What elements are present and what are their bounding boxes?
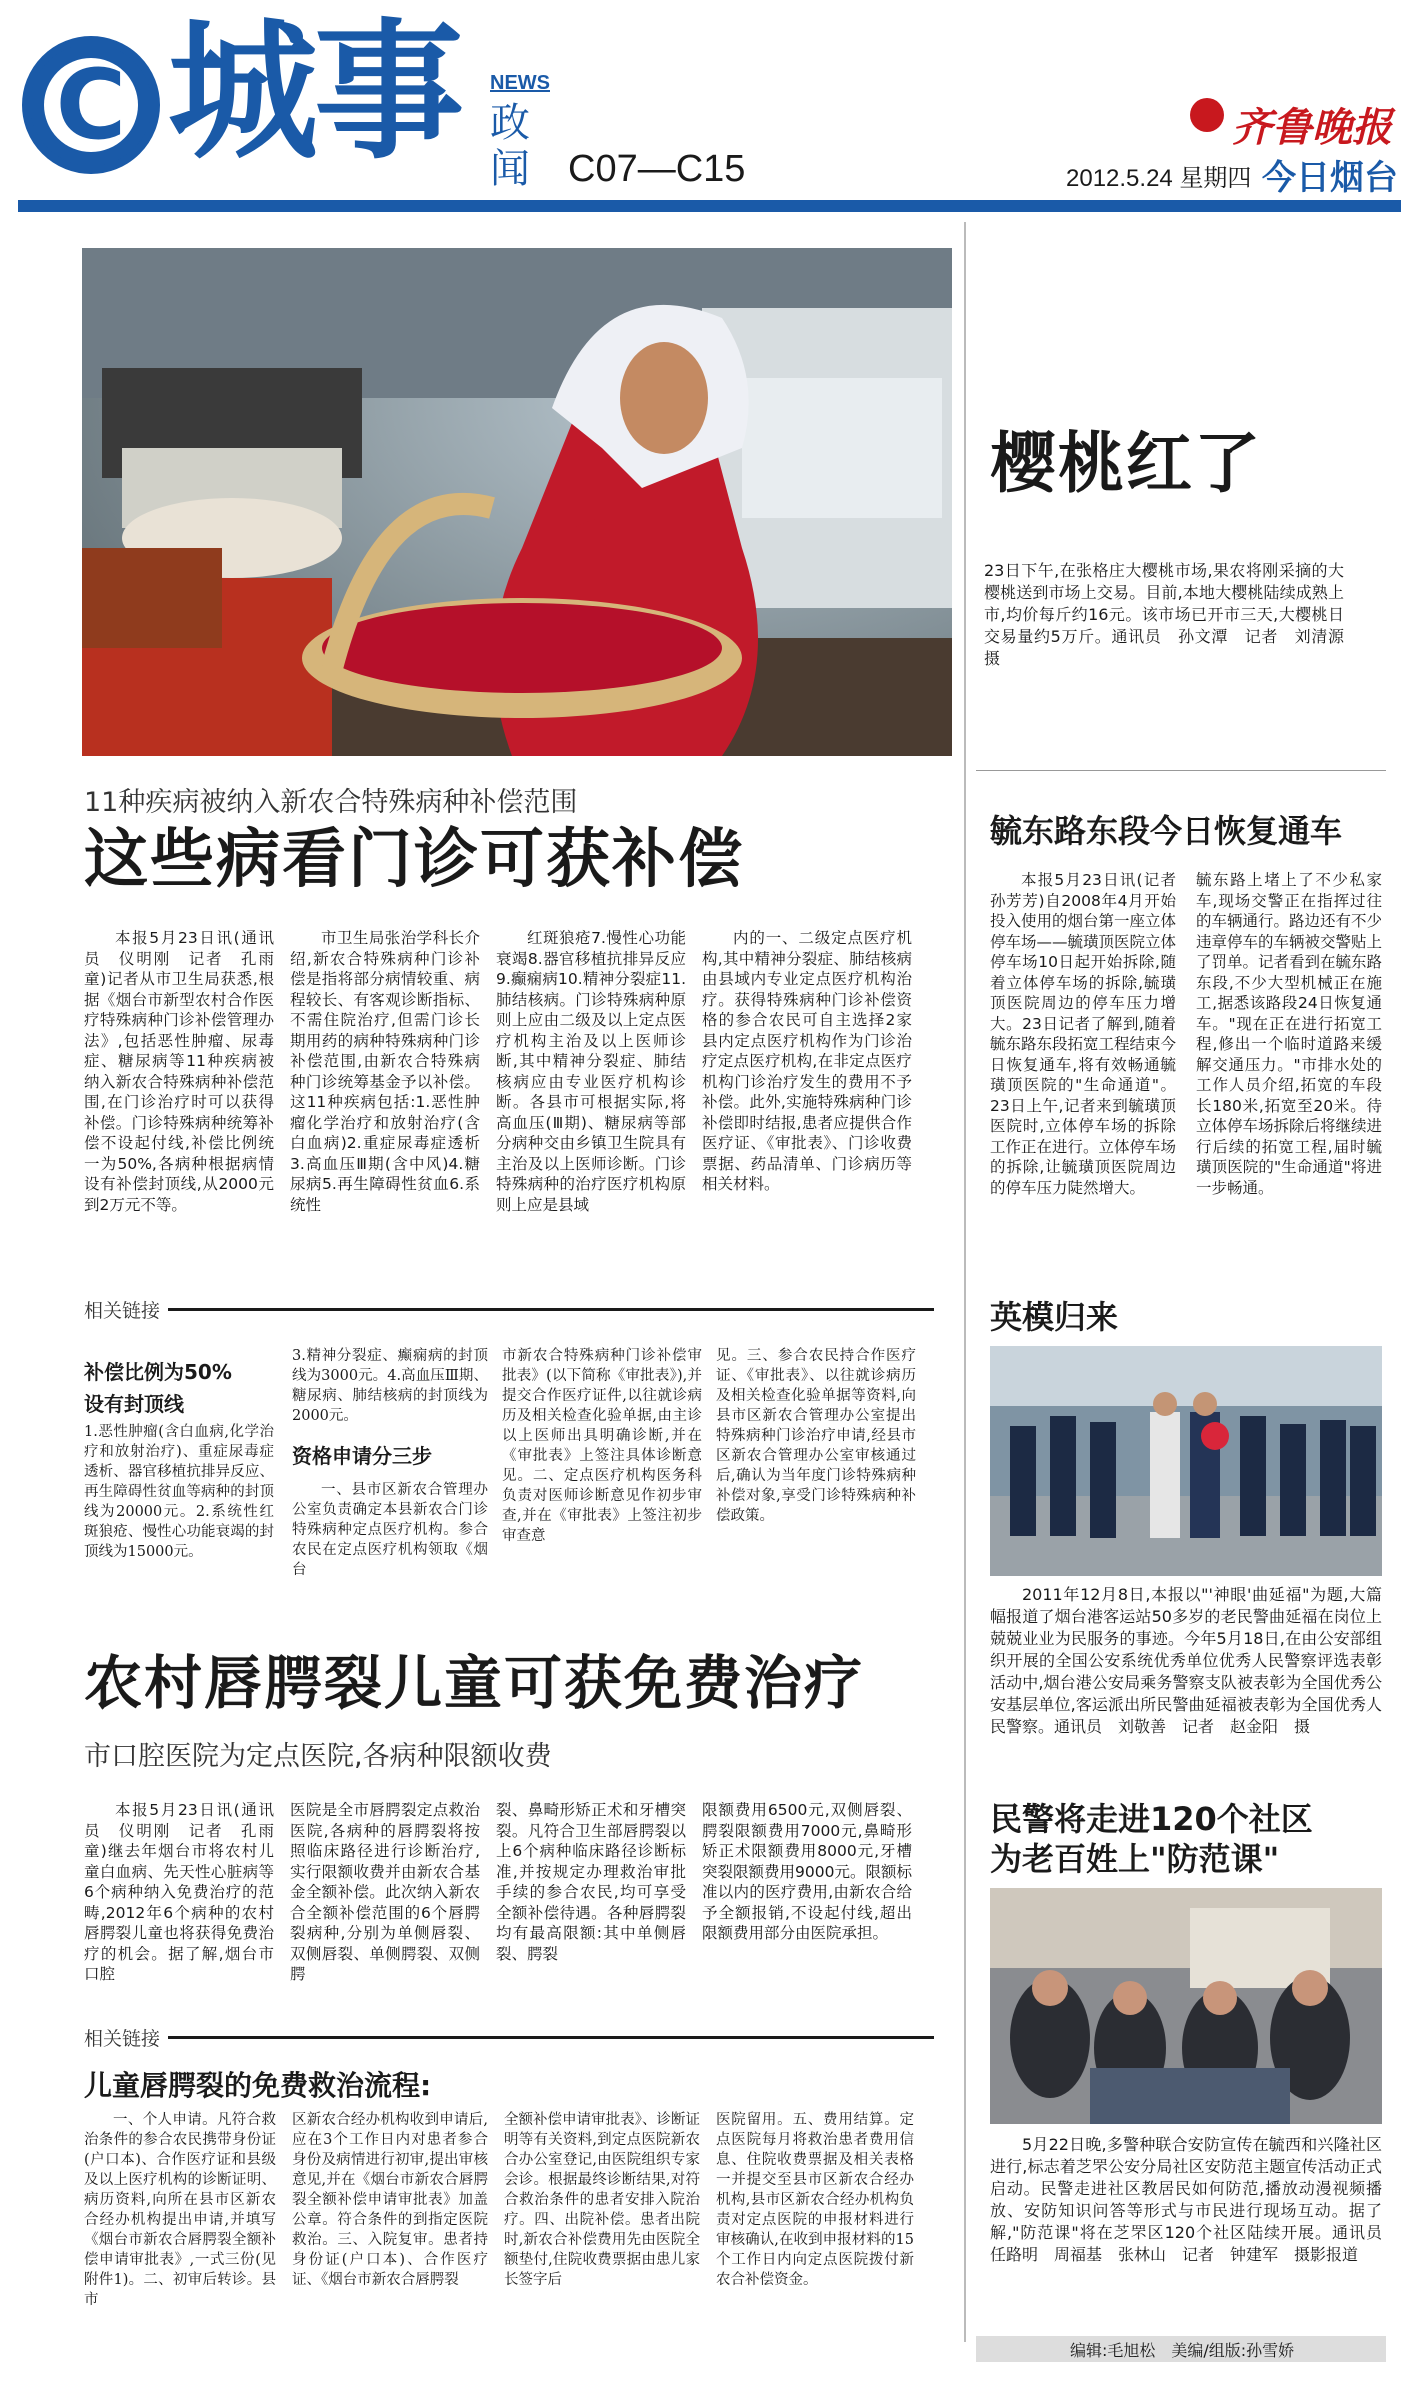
box1-title: 补偿比例为50%	[84, 1360, 232, 1384]
process-title: 儿童唇腭裂的免费救治流程:	[84, 2069, 432, 2102]
box1-subtitle: 设有封顶线	[84, 1392, 184, 1416]
article2-link-header	[84, 2024, 934, 2051]
side3-headline-1: 民警将走进120个社区	[990, 1800, 1313, 1838]
paper-name: 齐鲁晚报	[1232, 105, 1392, 151]
article1-headline: 这些病看门诊可获补偿	[84, 823, 744, 897]
box3-body: 市新农合特殊病种门诊补偿审批表》(以下简称《审批表》),并提交合作医疗证件,以往就诊病历及相关检查化验单据,由主诊以上医师出具明确诊断,并在《审批表》上签注具体诊断意见。二、定点医疗机构医务科负责对医师诊断意见作初步审查,并在《审批表》上签注初步审查意	[502, 1348, 702, 1544]
article2-col-1: 本报5月23日讯(通讯员 仪明刚 记者 孔雨童)继去年烟台市将农村儿童白血病、先天性心脏病等6个病种纳入免费治疗的范畴,2012年6个病种的农村唇腭裂儿童也将获得免费治疗的机会。据了解,烟台市口腔	[84, 1801, 274, 1983]
box2-body: 一、县市区新农合管理办公室负责确定本县新农合门诊特殊病种定点医疗机构。参合农民在定点医疗机构领取《烟台	[292, 1482, 488, 1578]
article1-link-header	[84, 1296, 934, 1323]
paper-logo-icon	[1190, 98, 1224, 132]
article1-col-1: 本报5月23日讯(通讯员 仪明刚 记者 孔雨童)记者从市卫生局获悉,根据《烟台市新型农村合作医疗特殊病种门诊补偿管理办法》,包括恶性肿瘤、尿毒症、糖尿病等11种疾病被纳入新农合特殊病种补偿范围,在门诊治疗时可以获得补偿。门诊特殊病种统筹补偿不设起付线,补偿比例统一为50%,各病种根据病情设有补偿封顶线,从2000元到2万元不等。	[84, 929, 274, 1214]
side3-caption: 5月22日晚,多警种联合安防宣传在毓西和兴隆社区进行,标志着芝罘公安分局社区安防范主题宣传活动正式启动。民警走进社区教居民如何防范,播放动漫视频播放、安防知识问答等形式与市民进行现场互动。据了解,"防范课"将在芝罘区120个社区陆续开展。通讯员 任路明 周福基 张林山 记者 钟建军 摄影报道	[990, 2135, 1399, 2264]
box2-top: 3.精神分裂症、癫痫病的封顶线为3000元。4.高血压Ⅲ期、糖尿病、肺结核病的封顶线为2000元。	[292, 1348, 488, 1424]
column-divider	[964, 222, 966, 2342]
box1-body: 1.恶性肿瘤(含白血病,化学治疗和放射治疗)、重症尿毒症透析、器官移植抗排异反应、再生障碍性贫血等病种的封顶线为20000元。2.系统性红斑狼疮、慢性心功能衰竭的封顶线为15000元。	[84, 1424, 274, 1560]
section-logo-icon	[22, 36, 160, 174]
section-sub: 政闻	[490, 100, 530, 192]
article2-headline: 农村唇腭裂儿童可获免费治疗	[84, 1649, 865, 1717]
article2-col-2: 医院是全市唇腭裂定点救治医院,各病种的唇腭裂将按照临床路径进行诊断治疗,实行限额收费并由新农合基金全额补偿。此次纳入新农合全额补偿范围的6个唇腭裂病种,分别为单侧唇裂、双侧唇裂、单侧腭裂、双侧腭	[290, 1801, 480, 1983]
side1-headline: 毓东路东段今日恢复通车	[990, 812, 1343, 850]
article2-link-label: 相关链接	[84, 2024, 168, 2051]
section-title: 城事	[168, 6, 461, 180]
news-label: NEWS	[490, 72, 550, 94]
article1-col-4: 内的一、二级定点医疗机构,其中精神分裂症、肺结核病由县域内专业定点医疗机构治疗。获得特殊病种门诊补偿资格的参合农民可自主选择2家县内定点医疗机构作为门诊治疗定点医疗机构,在非定点医疗机构门诊治疗发生的费用不予补偿。此外,实施特殊病种门诊补偿即时结报,患者应提供合作医疗证、《审批表》、门诊收费票据、药品清单、门诊病历等相关材料。	[702, 929, 912, 1193]
side1-col-1: 本报5月23日讯(记者 孙芳芳)自2008年4月开始投入使用的烟台第一座立体停车场——毓璜顶医院立体停车场10日起开始拆除,随着立体停车场的拆除,毓璜顶医院周边的停车压力增大。23日记者了解到,随着毓东路东段拓宽工程结束今日恢复通车,将有效畅通毓璜顶医院的"生命通道"。23日上午,记者来到毓璜顶医院时,立体停车场的拆除工作正在进行。立体停车场的拆除,让毓璜顶医院周边的停车压力陡然增大。	[990, 871, 1192, 1197]
cherry-headline: 樱桃红了	[990, 425, 1262, 502]
police-ceremony-photo	[990, 1346, 1382, 1576]
side2-headline: 英模归来	[990, 1298, 1119, 1336]
masthead-rule	[18, 200, 1401, 212]
box2-title: 资格申请分三步	[292, 1444, 432, 1468]
article1-col-3: 红斑狼疮7.慢性心功能衰竭8.器官移植抗排异反应9.癫痫病10.精神分裂症11.肺结核病。门诊特殊病种原则上应由二级及以上定点医疗机构主治及以上医师诊断,其中精神分裂症、肺结核病应由专业医疗机构诊断。各县市可根据实际,将高血压(Ⅲ期)、糖尿病等部分病种交由乡镇卫生院具有主治及以上医师诊断。门诊特殊病种的治疗医疗机构原则上应是县域	[496, 929, 686, 1214]
article1-subhead: 11种疾病被纳入新农合特殊病种补偿范围	[84, 787, 578, 818]
cherry-photo	[82, 248, 952, 756]
community-image	[990, 1888, 1382, 2124]
process-col-2: 区新农合经办机构收到申请后,应在3个工作日内对患者参合身份及病情进行初审,提出审核意见,并在《烟台市新农合唇腭裂全额补偿申请审批表》加盖公章。符合条件的到指定医院救治。三、入院复审。患者持身份证(户口本)、合作医疗证、《烟台市新农合唇腭裂	[292, 2112, 488, 2288]
process-col-3: 全额补偿申请审批表》、诊断证明等有关资料,到定点医院新农合办公室登记,由医院组织专家会诊。根据最终诊断结果,对符合救治条件的患者安排入院治疗。四、出院补偿。患者出院时,新农合补偿费用先由医院全额垫付,住院收费票据由患儿家长签字后	[504, 2112, 700, 2288]
page-range: C07—C15	[568, 148, 746, 190]
issue-date: 2012.5.24 星期四	[1066, 165, 1252, 192]
article2-subhead: 市口腔医院为定点医院,各病种限额收费	[84, 1741, 552, 1772]
section-letter: C	[55, 49, 127, 161]
community-photo	[990, 1888, 1382, 2124]
cherry-caption: 23日下午,在张格庄大樱桃市场,果农将刚采摘的大樱桃送到市场上交易。目前,本地大樱桃陆续成熟上市,均价每斤约16元。该市场已开市三天,大樱桃日交易量约5万斤。通讯员 孙文潭 记者 刘清源 摄	[984, 561, 1361, 668]
police-ceremony-image	[990, 1346, 1382, 1576]
cherry-photo-image	[82, 248, 952, 756]
article2-link-rule	[84, 2036, 934, 2039]
side1-col-2: 毓东路上堵上了不少私家车,现场交警正在指挥过往的车辆通行。路边还有不少违章停车的车辆被交警贴上了罚单。记者看到在毓东路东段,不少大型机械正在施工,据悉该路段24日恢复通车。"现在正在进行拓宽工程,修出一个临时道路来缓解交通压力。"市排水处的工作人员介绍,拓宽的车段长180米,拓宽至20米。待立体停车场拆除后将继续进行后续的拓宽工程,届时毓璜顶医院的"生命通道"将进一步畅通。	[1196, 871, 1383, 1197]
process-col-4: 医院留用。五、费用结算。定点医院每月将救治患者费用信息、住院收费票据及相关表格一并提交至县市区新农合经办机构,县市区新农合经办机构负责对定点医院的申报材料进行审核确认,在收到申报材料的15个工作日内向定点医院拨付新农合补偿资金。	[716, 2112, 914, 2288]
side2-caption: 2011年12月8日,本报以"'神眼'曲延福"为题,大篇幅报道了烟台港客运站50多岁的老民警曲延福在岗位上兢兢业业为民服务的事迹。今年5月18日,在由公安部组织开展的全国公安系统优秀单位优秀人民警察评选表彰活动中,烟台港公安局乘务警察支队被表彰为全国优秀公安基层单位,客运派出所民警曲延福被表彰为全国优秀人民警察。通讯员 刘敬善 记者 赵金阳 摄	[990, 1585, 1382, 1736]
article2-col-4: 限额费用6500元,双侧唇裂、腭裂限额费用7000元,鼻畸形矫正术限额费用8000元,牙槽突裂限额费用9000元。限额标准以内的医疗费用,由新农合给予全额报销,不设起付线,超出限额费用部分由医院承担。	[702, 1801, 912, 1942]
article2-col-3: 裂、鼻畸形矫正术和牙槽突裂。凡符合卫生部唇腭裂以上6个病种临床路径诊断标准,并按规定办理救治审批手续的参合农民,均可享受全额补偿待遇。各种唇腭裂均有最高限额:其中单侧唇裂、腭裂	[496, 1801, 686, 1963]
box4-body: 见。三、参合农民持合作医疗证、《审批表》、以往就诊病历及相关检查化验单据等资料,向县市区新农合管理办公室提出特殊病种门诊治疗申请,经县市区新农合管理办公室审核通过后,确认为当年度门诊特殊病种补偿对象,享受门诊特殊病种补偿政策。	[716, 1348, 916, 1524]
side3-headline-2: 为老百姓上"防范课"	[990, 1840, 1280, 1878]
article1-link-rule	[84, 1308, 934, 1311]
article1-col-2: 市卫生局张治学科长介绍,新农合特殊病种门诊补偿是指将部分病情较重、病程较长、有客观诊断指标、不需住院治疗,但需门诊长期用药的病种特殊病种门诊补偿范围,由新农合特殊病种门诊统筹基金予以补偿。这11种疾病包括:1.恶性肿瘤化学治疗和放射治疗(含白血病)2.重症尿毒症透析3.高血压Ⅲ期(含中风)4.糖尿病5.再生障碍性贫血6.系统性	[290, 929, 480, 1214]
article1-link-label: 相关链接	[84, 1296, 168, 1323]
process-col-1: 一、个人申请。凡符合救治条件的参合农民携带身份证(户口本)、合作医疗证和县级及以上医疗机构的诊断证明、病历资料,向所在县市区新农合经办机构提出申请,并填写《烟台市新农合唇腭裂全额补偿申请审批表》,一式三份(见附件1)。二、初审后转诊。县市	[84, 2112, 276, 2308]
edition-name: 今日烟台	[1262, 158, 1398, 198]
footer-credits: 编辑:毛旭松 美编/组版:孙雪娇	[1070, 2341, 1295, 2360]
